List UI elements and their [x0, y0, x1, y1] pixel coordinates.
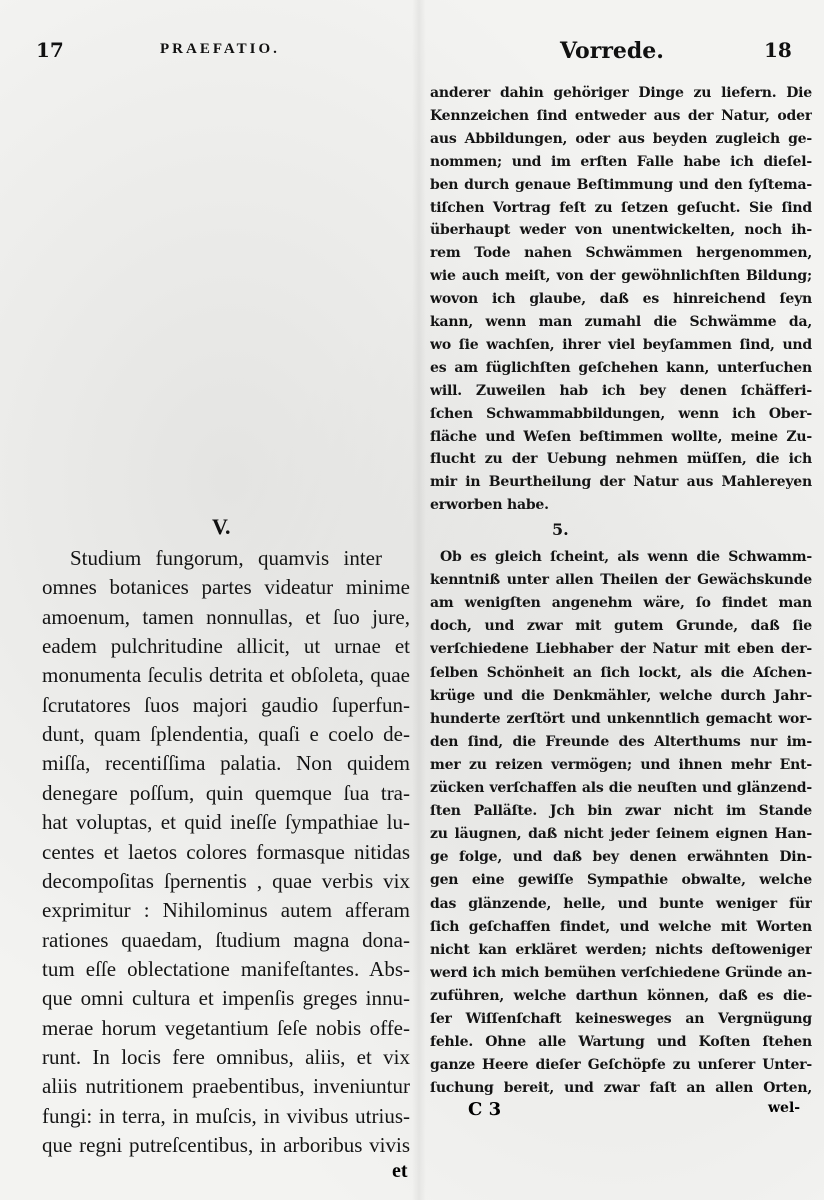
left-running-title: PRAEFATIO. — [160, 41, 280, 57]
text-line: zücken verſchaffen als die neuſten und glänzend- — [430, 780, 812, 796]
text-line: krüge und die Denkmähler, welche durch Jahr- — [430, 687, 812, 704]
text-line: exprimitur : Nihilominus autem afferam — [42, 898, 410, 923]
text-line: rationes quaedam, ſtudium magna dona- — [42, 927, 410, 952]
text-line: will. Zuweilen hab ich bey denen ſchäfferi- — [430, 382, 812, 399]
text-line: ganze Heere dieſer Geſchöpfe zu unſerer Unter- — [430, 1057, 812, 1074]
text-line: tum eſſe oblectatione manifeſtantes. Abs- — [42, 956, 410, 981]
text-line: aliis nutritionem praebentibus, inveniuntur — [42, 1074, 410, 1099]
text-line: doch, und zwar mit gutem Grunde, daß ſie — [430, 618, 812, 635]
text-line: wo ſie wachſen, ihrer viel beyſammen ſind, und — [430, 336, 812, 353]
text-line: hat voluptas, et quid ineſſe ſympathiae lu- — [42, 810, 410, 835]
text-line: eadem pulchritudine allicit, ut urnae et — [42, 634, 410, 659]
text-line: erworben habe. — [430, 497, 549, 514]
text-line: fehle. Ohne alle Wartung und Koſten ſtehen — [430, 1034, 812, 1051]
text-line: kenntniß unter allen Theilen der Gewächskunde — [430, 572, 812, 589]
text-line: que regni putreſcentibus, in arboribus vivis — [42, 1133, 410, 1157]
left-section-heading: V. — [212, 514, 231, 539]
text-line: ſich geſchaffen findet, und welche mit Worten — [430, 918, 812, 935]
text-line: amoenum, tamen nonnullas, et ſuo jure, — [42, 604, 410, 629]
right-section-heading: 5. — [552, 520, 569, 539]
text-line: gen eine gewiſſe Sympathie obwalte, welche — [430, 872, 812, 889]
text-line: zu läugnen, daß nicht jeder ſeinem eignen Han- — [430, 826, 812, 843]
text-line: rem Tode nahen Schwämmen hergenommen, — [430, 245, 812, 262]
right-catchword: wel- — [768, 1100, 801, 1116]
text-line: ſcrutatores ſuos majori gaudio ſuperfun- — [42, 692, 410, 717]
text-line: nicht kan erkläret werden; nichts deſtoweniger — [430, 941, 812, 958]
text-line: Kennzeichen ſind entweder aus der Natur, oder — [430, 107, 812, 124]
text-line: ſelben Schönheit an ſich lockt, als die Aſchen- — [430, 664, 812, 681]
text-line: ſer Wiſſenſchaft keinesweges an Vergnügung — [430, 1011, 812, 1027]
text-line: verſchiedene Liebhaber der Natur mit eben der- — [430, 641, 812, 658]
text-line: mir in Beurtheilung der Natur aus Mahlereyen — [430, 474, 812, 491]
text-line: merae horum vegetantium ſeſe nobis offe- — [42, 1015, 410, 1040]
text-line: decompoſitas ſpernentis , quae verbis vix — [42, 868, 410, 893]
text-line: den ſind, die Freunde des Alterthums nur im- — [430, 733, 812, 750]
text-line: monumenta ſeculis detrita et obſoleta, quae — [42, 663, 410, 688]
signature-mark: C 3 — [468, 1099, 502, 1120]
text-line: denegare poſſum, quin quemque ſua tra- — [42, 780, 410, 805]
text-line: omnes botanices partes videatur minime — [42, 575, 410, 600]
text-line: das glänzende, helle, und bunte weniger für — [430, 895, 812, 912]
text-line: ben durch genaue Beſtimmung und den ſyſtema- — [430, 176, 812, 193]
text-line: wie auch meiſt, von der gewöhnlichſten Bildung; — [430, 268, 812, 285]
text-line: fungi: in terra, in muſcis, in vivibus utrius- — [42, 1103, 410, 1128]
text-line: ſchen Schwammabbildungen, wenn ich Ober- — [430, 405, 812, 422]
text-line: centes et laetos colores formasque nitidas — [42, 839, 410, 864]
text-line: zuführen, welche darthun können, daß es die- — [430, 987, 812, 1004]
left-catchword: et — [392, 1160, 408, 1182]
text-line: werd ich mich bemühen verſchiedene Gründe an- — [430, 964, 812, 981]
text-line: mer zu reizen vermögen; und ihnen mehr Ent- — [430, 756, 812, 773]
right-running-title: Vorrede. — [560, 38, 664, 64]
text-line: ſten Palläſte. Jch bin zwar nicht im Stande — [430, 803, 812, 820]
text-line: runt. In locis fere omnibus, aliis, et vix — [42, 1044, 410, 1069]
left-page-number: 17 — [36, 38, 64, 62]
text-line: nommen; und im erſten Falle habe ich dieſel- — [430, 153, 812, 170]
text-line: ge folge, und daß bey denen erwähnten Din- — [430, 849, 812, 866]
text-line: dunt, quam ſplendentia, quaſi e coelo de- — [42, 722, 410, 747]
page-gutter — [412, 0, 426, 1200]
text-line: es am füglichſten geſchehen kann, unterſuchen — [430, 359, 812, 376]
text-line: ſuchung bereit, und zwar faſt an allen Orten, — [430, 1080, 812, 1097]
text-line: miſſa, recentiſſima palatia. Non quidem — [42, 751, 410, 776]
text-line: am wenigſten angenehm wäre, ſo findet man — [430, 595, 812, 612]
text-line: hunderte zerſtört und unkenntlich gemacht wor- — [430, 710, 812, 727]
text-line: tiſchen Vortrag feſt zu ſetzen geſucht. Sie ſind — [430, 199, 812, 216]
text-line: flucht zu der Uebung nehmen müſſen, die ich — [430, 451, 812, 468]
text-line: wovon ich glaube, daß es hinreichend ſeyn — [430, 291, 812, 308]
text-line: überhaupt weder von unentwickelten, noch ih- — [430, 222, 812, 239]
right-page-number: 18 — [764, 38, 792, 62]
text-line: Studium fungorum, quamvis inter — [70, 546, 382, 570]
text-line: Ob es gleich ſcheint, als wenn die Schwamm- — [440, 549, 812, 565]
text-line: kann, wenn man zumahl die Schwämme da, — [430, 314, 812, 330]
text-line: aus Abbildungen, oder aus beyden zugleich ge- — [430, 130, 812, 147]
text-line: anderer dahin gehöriger Dinge zu liefern. Die — [430, 85, 812, 101]
text-line: que omni cultura et impenſis greges innu- — [42, 986, 410, 1011]
text-line: fläche und Weſen beſtimmen wollte, meine Zu- — [430, 428, 812, 445]
